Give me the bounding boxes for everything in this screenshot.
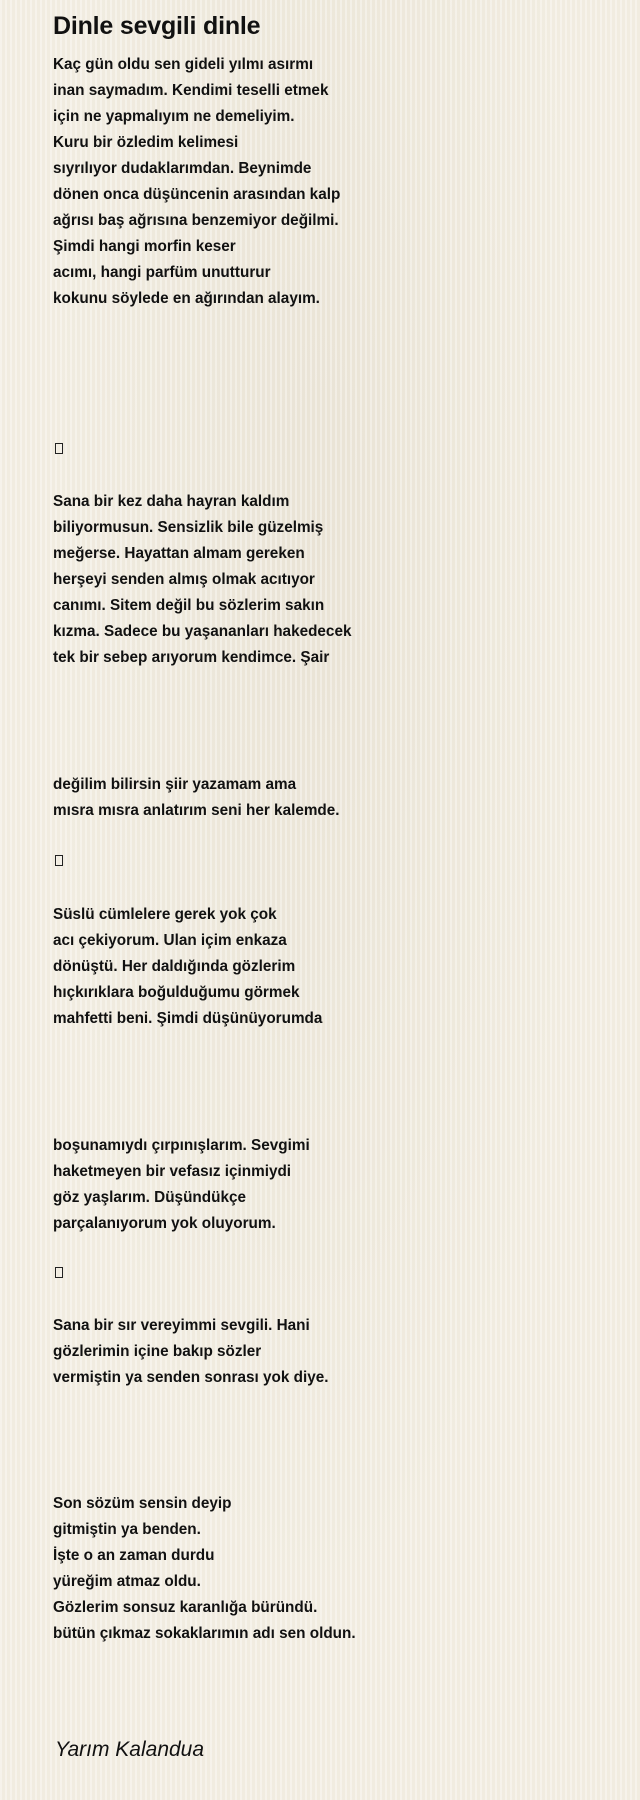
poem-line: kızma. Sadece bu yaşananları hakedecek — [53, 623, 352, 640]
poem-line: yüreğim atmaz oldu. — [53, 1573, 201, 1590]
poem-line: acı çekiyorum. Ulan içim enkaza — [53, 932, 287, 949]
stanza-1 — [53, 52, 340, 312]
stanza-7 — [53, 1491, 356, 1647]
stanza-6 — [53, 1313, 328, 1391]
stanza-3 — [53, 772, 340, 824]
poem-line: Sana bir sır vereyimmi sevgili. Hani — [53, 1317, 310, 1334]
poem-title: Dinle sevgili dinle — [53, 12, 261, 40]
missing-glyph-icon — [55, 443, 63, 454]
poem-line: sıyrılıyor dudaklarımdan. Beynimde — [53, 160, 312, 177]
poem-line: gitmiştin ya benden. — [53, 1521, 201, 1538]
poem-line: mahfetti beni. Şimdi düşünüyorumda — [53, 1010, 323, 1027]
poem-line: tek bir sebep arıyorum kendimce. Şair — [53, 649, 330, 666]
poem-line: Kuru bir özledim kelimesi — [53, 134, 239, 151]
missing-glyph-icon — [55, 855, 63, 866]
poem-line: Süslü cümlelere gerek yok çok — [53, 906, 277, 923]
stanza-5 — [53, 1133, 310, 1237]
poem-line: acımı, hangi parfüm unutturur — [53, 264, 271, 281]
poem-line: mısra mısra anlatırım seni her kalemde. — [53, 802, 340, 819]
poem-line: vermiştin ya senden sonrası yok diye. — [53, 1369, 329, 1386]
poem-line: İşte o an zaman durdu — [53, 1547, 215, 1564]
poem-line: biliyormusun. Sensizlik bile güzelmiş — [53, 519, 324, 536]
poem-line: kokunu söylede en ağırından alayım. — [53, 290, 320, 307]
stanza-4 — [53, 902, 322, 1032]
poem-line: canımı. Sitem değil bu sözlerim sakın — [53, 597, 325, 614]
poem-line: Sana bir kez daha hayran kaldım — [53, 493, 290, 510]
poem-line: meğerse. Hayattan almam gereken — [53, 545, 305, 562]
poem-line: boşunamıydı çırpınışlarım. Sevgimi — [53, 1137, 310, 1154]
poem-line: değilim bilirsin şiir yazamam ama — [53, 776, 297, 793]
stanza-2 — [53, 489, 351, 671]
poem-line: Kaç gün oldu sen gideli yılmı asırmı — [53, 56, 314, 73]
poem-line: dönüştü. Her daldığında gözlerim — [53, 958, 296, 975]
poem-line: ağrısı baş ağrısına benzemiyor değilmi. — [53, 212, 339, 229]
poem-line: bütün çıkmaz sokaklarımın adı sen oldun. — [53, 1625, 356, 1642]
poem-line: gözlerimin içine bakıp sözler — [53, 1343, 262, 1360]
poem-line: Gözlerim sonsuz karanlığa büründü. — [53, 1599, 318, 1616]
poem-line: herşeyi senden almış olmak acıtıyor — [53, 571, 315, 588]
poem-line: için ne yapmalıyım ne demeliyim. — [53, 108, 295, 125]
poem-line: hıçkırıklara boğulduğumu görmek — [53, 984, 300, 1001]
poem-line: Şimdi hangi morfin keser — [53, 238, 236, 255]
poem-line: göz yaşlarım. Düşündükçe — [53, 1189, 246, 1206]
poem-line: parçalanıyorum yok oluyorum. — [53, 1215, 276, 1232]
poem-author: Yarım Kalandua — [55, 1738, 205, 1761]
poem-line: haketmeyen bir vefasız içinmiydi — [53, 1163, 292, 1180]
missing-glyph-icon — [55, 1267, 63, 1278]
poem-line: Son sözüm sensin deyip — [53, 1495, 232, 1512]
poem-line: inan saymadım. Kendimi teselli etmek — [53, 82, 329, 99]
poem-line: dönen onca düşüncenin arasından kalp — [53, 186, 341, 203]
